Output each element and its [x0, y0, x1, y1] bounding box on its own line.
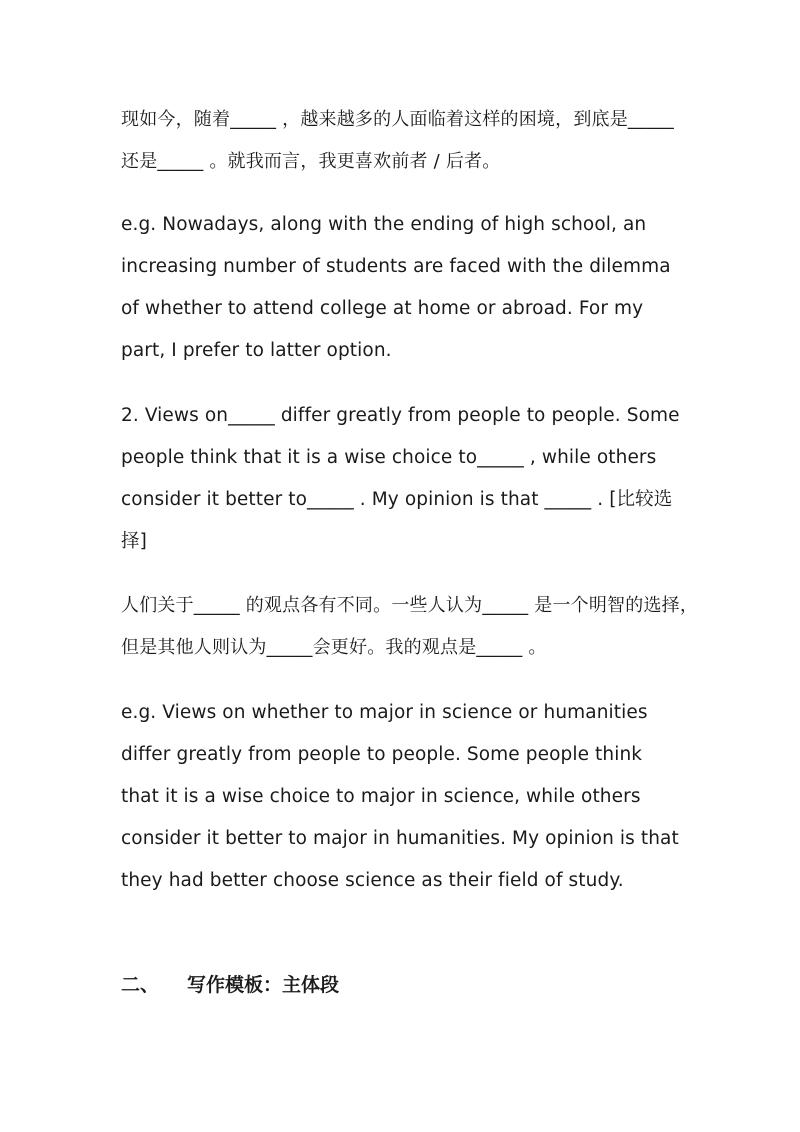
example-2-line: differ greatly from people to people. Some people think	[121, 744, 643, 765]
example-1-line: part, I prefer to latter option.	[121, 340, 392, 361]
cn-template-2-line-1: 人们关于_____ 的观点各有不同。一些人认为_____ 是一个明智的选择，	[121, 595, 699, 616]
template-2-line: 择]	[121, 531, 147, 552]
template-2-line: people think that it is a wise choice to_____ , while others	[121, 447, 657, 468]
example-1-line: e.g. Nowadays, along with the ending of high school, an	[121, 214, 647, 235]
section-number: 二、	[121, 974, 160, 996]
section-title: 写作模板：主体段	[187, 974, 340, 996]
cn-template-2-line-2: 但是其他人则认为_____会更好。我的观点是_____ 。	[121, 637, 547, 658]
example-1-line: increasing number of students are faced with the dilemma	[121, 256, 671, 277]
example-2-line: that it is a wise choice to major in science, while others	[121, 786, 641, 807]
example-2-line: they had better choose science as their field of study.	[121, 870, 624, 891]
example-2-line: consider it better to major in humanities. My opinion is that	[121, 828, 679, 849]
section-heading	[121, 973, 339, 997]
template-2-line: consider it better to_____ . My opinion is that _____ . [比较选	[121, 489, 673, 510]
template-2-line: 2. Views on_____ differ greatly from people to people. Some	[121, 405, 680, 426]
cn-template-line-1: 现如今，随着_____ ，越来越多的人面临着这样的困境，到底是_____	[121, 109, 674, 130]
example-1-line: of whether to attend college at home or abroad. For my	[121, 298, 644, 319]
cn-template-line-2: 还是_____ 。就我而言，我更喜欢前者 / 后者。	[121, 151, 501, 172]
example-2-line: e.g. Views on whether to major in science or humanities	[121, 702, 648, 723]
